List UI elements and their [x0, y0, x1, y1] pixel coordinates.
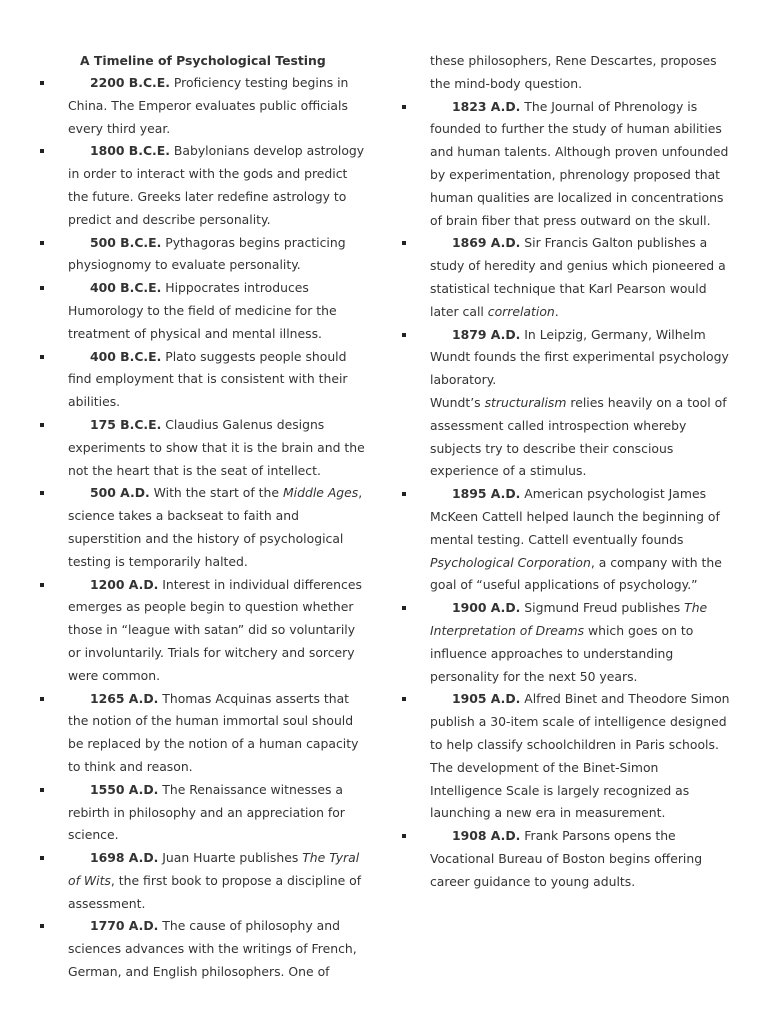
- bullet-icon: [40, 924, 44, 928]
- entry-date: 175 B.C.E.: [90, 416, 162, 432]
- timeline-list-right: [402, 96, 732, 894]
- entry-date: 400 B.C.E.: [90, 348, 162, 364]
- right-column: [402, 50, 732, 893]
- entry-text: The Journal of Phrenology is founded to further the study of human abilities and human talents. Although proven unfounded by experimentation, phrenology proposed that human qualities are localized in concentrations of brain fiber that press outward on the skull.: [430, 98, 729, 228]
- entry-text: With the start of the: [149, 485, 283, 501]
- italic-text: structuralism: [484, 394, 567, 410]
- bullet-icon: [40, 697, 44, 701]
- entry-date: 1200 A.D.: [90, 576, 159, 592]
- timeline-entry: [40, 915, 370, 983]
- bullet-icon: [402, 333, 406, 337]
- entry-text: Babylonians develop astrology in order to interact with the gods and predict the future. Greeks later redefine astrology to predict and describe personality.: [68, 143, 365, 227]
- entry-text: In Leipzig, Germany, Wilhelm Wundt founds the first experimental psychology laboratory.: [430, 326, 729, 388]
- entry-text: relies heavily on a tool of assessment called introspection whereby subjects try to describe their conscious experience of a stimulus.: [430, 394, 727, 479]
- entry-text: Proficiency testing begins in China. The Emperor evaluates public officials every third year.: [68, 75, 349, 136]
- entry-date: 400 B.C.E.: [90, 280, 162, 296]
- timeline-entry: [402, 688, 732, 825]
- bullet-icon: [40, 583, 44, 587]
- entry-text: Interest in individual differences emerges as people begin to question whether those in “league with satan” did so voluntarily or involuntarily. Trials for witchery and sorcery were common.: [68, 576, 362, 683]
- timeline-entry: [40, 688, 370, 779]
- timeline-list-left: [40, 72, 370, 984]
- entry-extra-paragraph: [430, 392, 732, 483]
- entry-text: , a company with the goal of “useful applications of psychology.”: [430, 554, 722, 593]
- timeline-entry: [40, 574, 370, 688]
- entry-text: Juan Huarte publishes: [158, 850, 303, 866]
- entry-date: 1800 B.C.E.: [90, 143, 170, 159]
- entry-date: 500 A.D.: [90, 485, 150, 501]
- entry-date: 2200 B.C.E.: [90, 75, 170, 90]
- timeline-entry: [402, 825, 732, 893]
- timeline-entry: [40, 346, 370, 414]
- entry-text: Thomas Acquinas asserts that the notion of the human immortal soul should be replaced by the notion of a human capacity to think and reason.: [68, 690, 359, 774]
- timeline-entry: [402, 483, 732, 597]
- bullet-icon: [40, 149, 44, 153]
- entry-text: Hippocrates introduces Humorology to the field of medicine for the treatment of physical and mental illness.: [68, 280, 337, 341]
- entry-text: Claudius Galenus designs experiments to show that it is the brain and the not the heart that is the seat of intellect.: [68, 416, 365, 478]
- timeline-entry: [40, 72, 370, 140]
- bullet-icon: [402, 697, 406, 701]
- entry-date: 1869 A.D.: [452, 235, 521, 251]
- bullet-icon: [40, 491, 44, 495]
- bullet-icon: [402, 606, 406, 610]
- italic-text: The Tyral of Wits: [68, 850, 360, 888]
- italic-text: correlation: [487, 303, 555, 319]
- bullet-icon: [40, 423, 44, 427]
- entry-date: 1698 A.D.: [90, 850, 159, 866]
- bullet-icon: [40, 788, 44, 792]
- document-title: A Timeline of Psychological Testing: [80, 53, 326, 68]
- bullet-icon: [40, 286, 44, 290]
- italic-text: The Interpretation of Dreams: [430, 600, 708, 638]
- entry-date: 1905 A.D.: [452, 691, 521, 707]
- entry-text: The Renaissance witnesses a rebirth in philosophy and an appreciation for science.: [68, 781, 345, 843]
- timeline-entry: [402, 597, 732, 688]
- entry-date: 1770 A.D.: [90, 918, 159, 934]
- entry-date: 1265 A.D.: [90, 690, 159, 706]
- timeline-entry: [40, 414, 370, 482]
- entry-date: 1823 A.D.: [452, 98, 521, 114]
- entry-text: Sigmund Freud publishes: [520, 600, 685, 616]
- bullet-icon: [402, 834, 406, 838]
- timeline-entry: [40, 140, 370, 231]
- bullet-icon: [40, 856, 44, 860]
- bullet-icon: [40, 81, 44, 85]
- entry-text: .: [554, 303, 559, 319]
- italic-text: Middle Ages: [282, 485, 359, 501]
- entry-date: 1908 A.D.: [452, 828, 521, 844]
- bullet-icon: [402, 241, 406, 245]
- left-column: [40, 50, 370, 984]
- entry-text: , science takes a backseat to faith and superstition and the history of psychological testing is temporarily halted.: [68, 485, 363, 569]
- entry-text: , the first book to propose a discipline of assessment.: [68, 872, 362, 911]
- timeline-entry: [402, 96, 732, 233]
- entry-text: American psychologist James McKeen Cattell helped launch the beginning of mental testing. Cattell eventually founds: [430, 486, 720, 547]
- entry-date: 1550 A.D.: [90, 781, 159, 797]
- entry-text: Frank Parsons opens the Vocational Bureau of Boston begins offering career guidance to young adults.: [430, 828, 703, 889]
- entry-text: Plato suggests people should find employment that is consistent with their abilities.: [68, 348, 348, 410]
- timeline-entry: [402, 324, 732, 484]
- timeline-entry: [40, 232, 370, 278]
- continued-text: these philosophers, Rene Descartes, proposes the mind-body question.: [430, 53, 717, 91]
- entry-text: Pythagoras begins practicing physiognomy to evaluate personality.: [68, 234, 346, 273]
- timeline-entry: [40, 779, 370, 847]
- entry-date: 1900 A.D.: [452, 600, 521, 616]
- entry-text: which goes on to influence approaches to understanding personality for the next 50 years.: [430, 622, 694, 684]
- bullet-icon: [40, 355, 44, 359]
- bullet-icon: [402, 105, 406, 109]
- entry-text: Wundt’s: [430, 394, 485, 410]
- entry-text: Sir Francis Galton publishes a study of heredity and genius which pioneered a statistical technique that Karl Pearson would later call: [430, 235, 726, 319]
- entry-text: The cause of philosophy and sciences advances with the writings of French, German, and English philosophers. One of: [68, 918, 357, 980]
- timeline-entry: [40, 277, 370, 345]
- italic-text: Psychological Corporation: [430, 554, 591, 570]
- timeline-entry: [40, 482, 370, 573]
- timeline-entry: [40, 847, 370, 915]
- timeline-entry: [402, 232, 732, 323]
- entry-text: Alfred Binet and Theodore Simon publish a 30-item scale of intelligence designed to help classify schoolchildren in Paris schools. The development of the Binet-Simon Intelligence Scale is largely recognized as launching a new era in measurement.: [430, 691, 730, 821]
- entry-date: 1895 A.D.: [452, 486, 521, 502]
- entry-date: 1879 A.D.: [452, 326, 521, 342]
- entry-date: 500 B.C.E.: [90, 234, 162, 250]
- bullet-icon: [402, 492, 406, 496]
- bullet-icon: [40, 241, 44, 245]
